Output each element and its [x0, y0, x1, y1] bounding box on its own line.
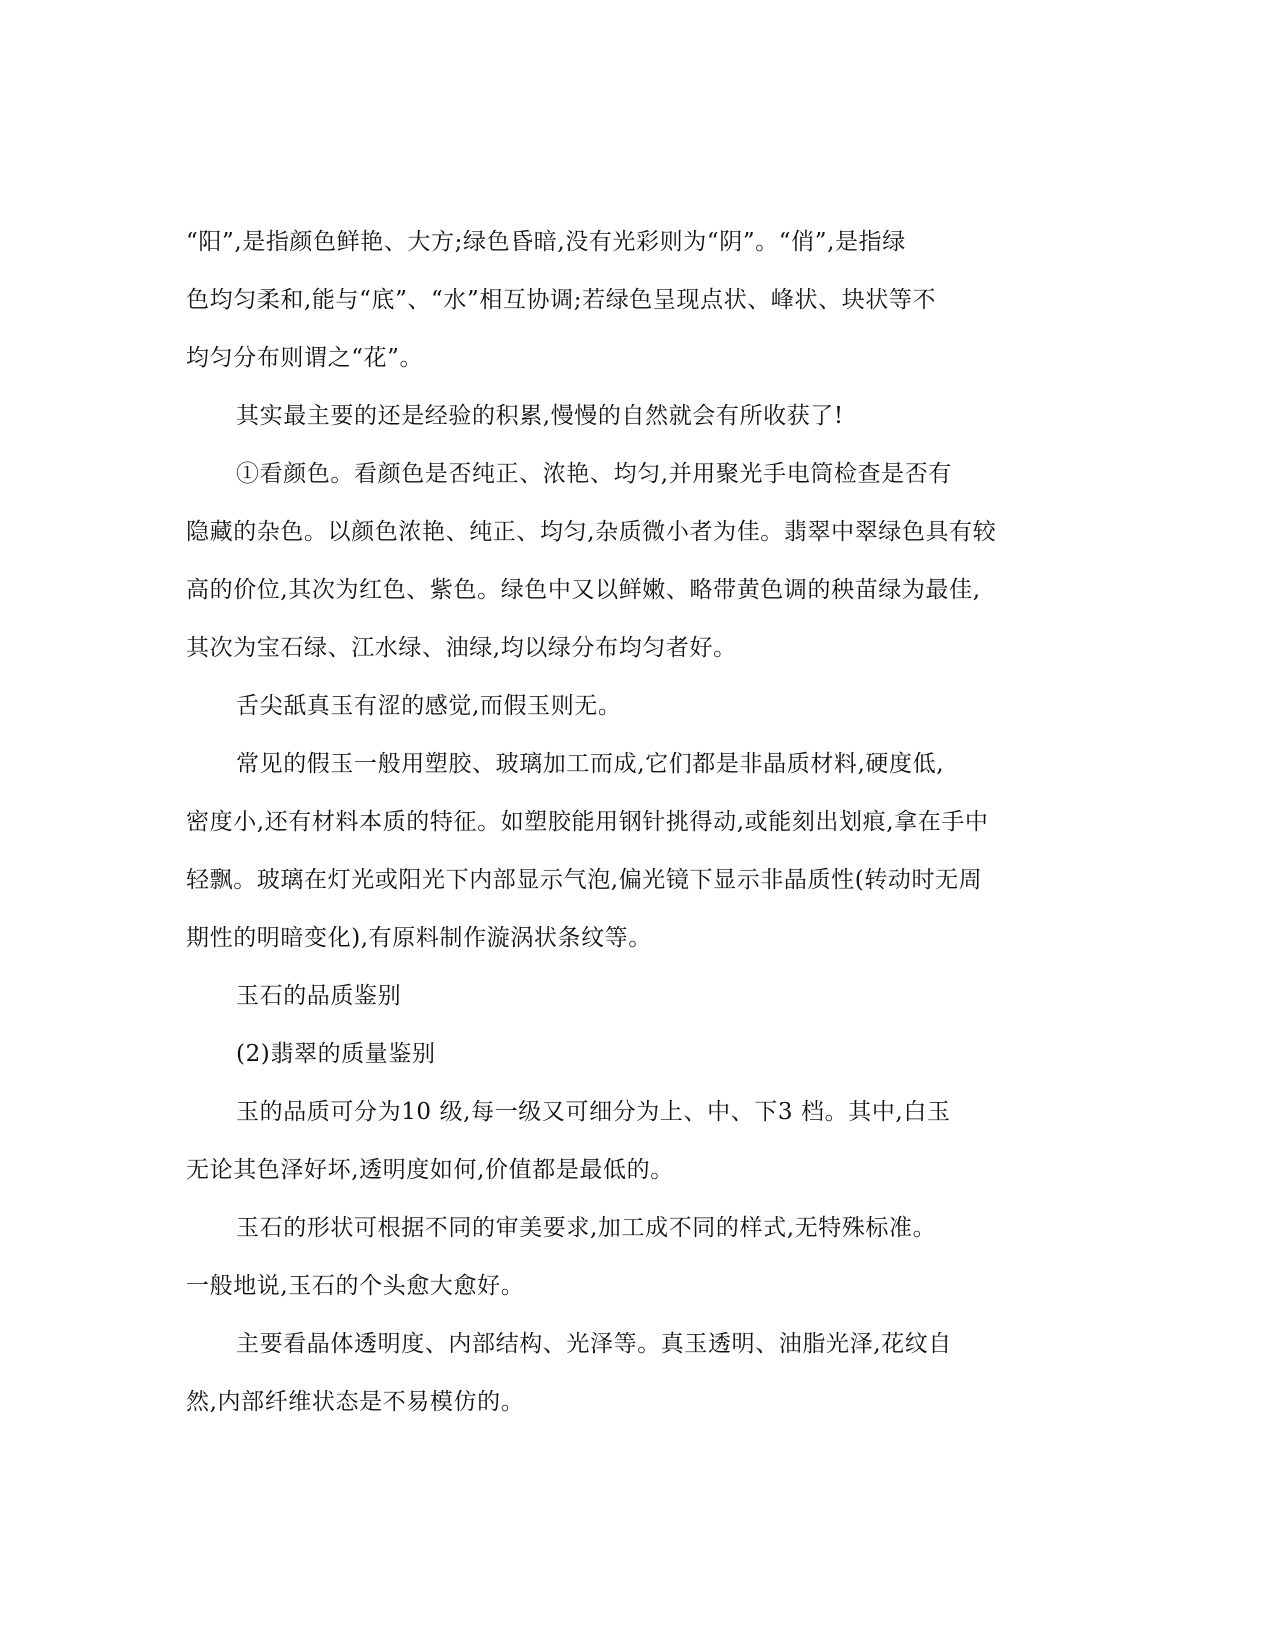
text-line: 其次为宝石绿、江水绿、油绿,均以绿分布均匀者好。	[186, 635, 737, 661]
text-line: 无论其色泽好坏,透明度如何,价值都是最低的。	[186, 1157, 674, 1183]
text-line: 色均匀柔和,能与“底”、“水”相互协调;若绿色呈现点状、峰状、块状等不	[186, 287, 937, 313]
text-line: 密度小,还有材料本质的特征。如塑胶能用钢针挑得动,或能刻出划痕,拿在手中	[186, 809, 989, 835]
text-line: 主要看晶体透明度、内部结构、光泽等。真玉透明、油脂光泽,花纹自	[236, 1331, 952, 1357]
section-heading: 玉石的品质鉴别	[236, 983, 402, 1009]
text-line: 隐藏的杂色。以颜色浓艳、纯正、均匀,杂质微小者为佳。翡翠中翠绿色具有较	[186, 519, 997, 545]
text-line: 然,内部纤维状态是不易模仿的。	[186, 1389, 525, 1415]
text-line: 其实最主要的还是经验的积累,慢慢的自然就会有所收获了!	[236, 403, 844, 429]
text-line: ①看颜色。看颜色是否纯正、浓艳、均匀,并用聚光手电筒检查是否有	[236, 461, 952, 487]
text-line: 期性的明暗变化),有原料制作漩涡状条纹等。	[186, 925, 652, 951]
text-line: 玉的品质可分为10 级,每一级又可细分为上、中、下3 档。其中,白玉	[236, 1099, 951, 1125]
section-heading: (2)翡翠的质量鉴别	[236, 1041, 436, 1067]
text-line: “阳”,是指颜色鲜艳、大方;绿色昏暗,没有光彩则为“阴”。“俏”,是指绿	[186, 229, 906, 255]
text-line: 轻飘。玻璃在灯光或阳光下内部显示气泡,偏光镜下显示非晶质性(转动时无周	[186, 867, 983, 893]
text-line: 一般地说,玉石的个头愈大愈好。	[186, 1273, 525, 1299]
text-line: 玉石的形状可根据不同的审美要求,加工成不同的样式,无特殊标准。	[236, 1215, 937, 1241]
text-line: 常见的假玉一般用塑胶、玻璃加工而成,它们都是非晶质材料,硬度低,	[236, 751, 945, 777]
text-line: 舌尖舐真玉有涩的感觉,而假玉则无。	[236, 693, 622, 719]
text-line: 高的价位,其次为红色、紫色。绿色中又以鲜嫩、略带黄色调的秧苗绿为最佳,	[186, 577, 981, 603]
text-line: 均匀分布则谓之“花”。	[186, 345, 424, 371]
